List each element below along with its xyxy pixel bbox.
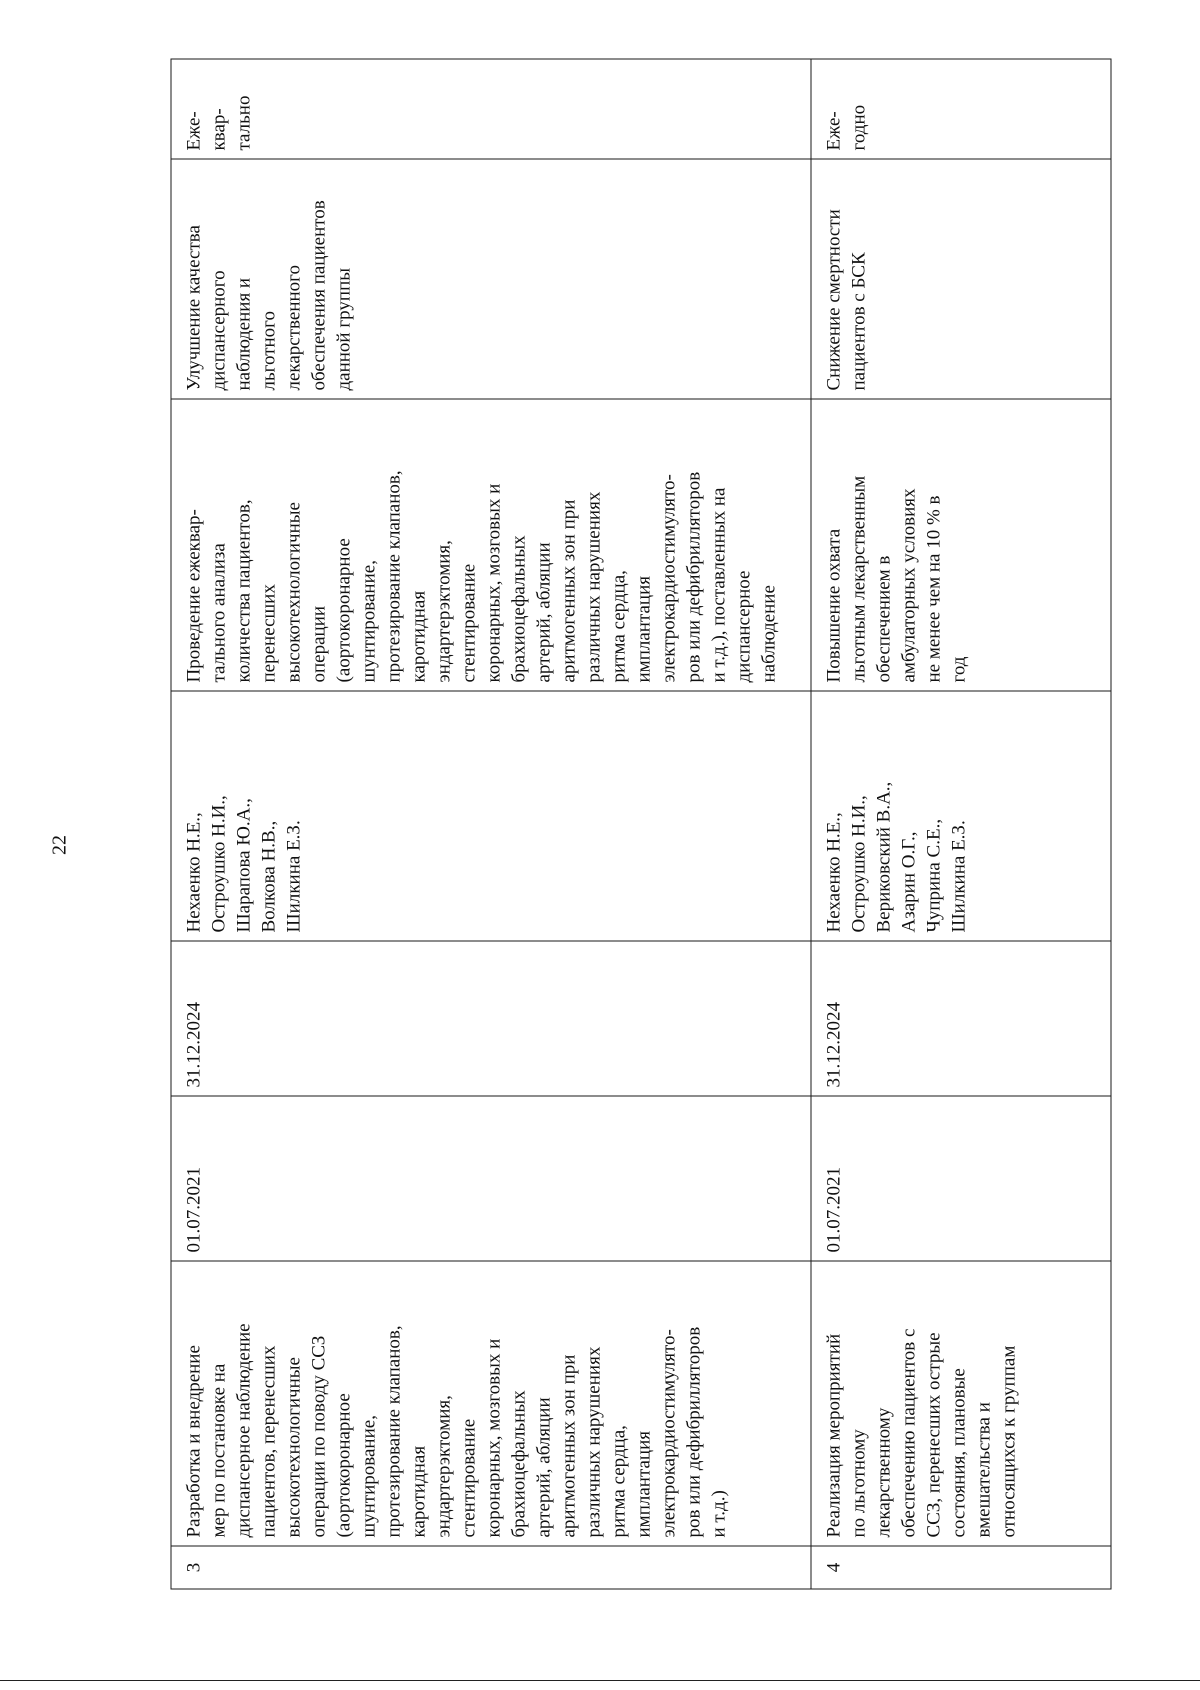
result-cell — [171, 159, 811, 399]
responsible-persons: Нехаенко Н.Е., Остроушко Н.И., Вериковский В.А., Азарин О.Г., Чуприна С.Е., Шилкина Е.З. — [823, 781, 970, 933]
row-number-cell — [811, 1546, 1111, 1589]
row-number: 3 — [183, 1562, 205, 1573]
row-number: 4 — [823, 1562, 845, 1573]
start-date-cell — [171, 1096, 811, 1261]
frequency-cell — [811, 59, 1111, 159]
result-text: Улучшение качества диспансерного наблюдения и льготного лекарственного обеспечения пациентов данной группы — [183, 200, 355, 391]
indicator-cell — [811, 399, 1111, 691]
page-number: 22 — [48, 835, 71, 855]
indicator-cell — [171, 399, 811, 691]
responsible-cell — [171, 691, 811, 941]
bottom-rule — [0, 1680, 1200, 1681]
event-text: Реализация мероприятий по льготному лекарственному обеспечению пациентов с ССЗ, перенесших острые состояния, плановые вмешательства и относящихся к группам — [823, 1328, 1020, 1538]
frequency-text: Еже- квар- тально — [183, 95, 255, 151]
end-date-cell — [171, 941, 811, 1096]
indicator-text: Проведение ежеквар- тального анализа количества пациентов, перенесших высокотехнологичные операции (аортокоронарное шунтирование, протезирование клапанов, каротидная эндартерэктомия, стентирование коронарных, мозговых и брахиоцефальных артерий, абляции аритмогенных зон при различных нарушениях ритма сердца, имплантация электрокардиостимулято- ров или дефибрилляторов и т.д.), поставленных на диспансерное наблюдение — [183, 470, 780, 683]
frequency-cell — [171, 59, 811, 159]
event-cell — [811, 1261, 1111, 1546]
rotated-sheet — [171, 60, 1116, 1590]
action-plan-table — [171, 59, 1112, 1590]
start-date-cell — [811, 1096, 1111, 1261]
end-date-cell — [811, 941, 1111, 1096]
table-row — [171, 59, 811, 1589]
result-text: Снижение смертности пациентов с БСК — [823, 209, 870, 391]
end-date: 31.12.2024 — [823, 1002, 845, 1088]
start-date: 01.07.2021 — [183, 1167, 205, 1253]
result-cell — [811, 159, 1111, 399]
responsible-persons: Нехаенко Н.Е., Остроушко Н.И., Шарапова Ю.А., Волкова Н.В., Шилкина Е.З. — [183, 795, 305, 933]
end-date: 31.12.2024 — [183, 1002, 205, 1088]
responsible-cell — [811, 691, 1111, 941]
start-date: 01.07.2021 — [823, 1167, 845, 1253]
indicator-text: Повышение охвата льготным лекарственным обеспечением в амбулаторных условиях не менее чем на 10 % в год — [823, 475, 970, 683]
row-number-cell — [171, 1546, 811, 1589]
table-row — [811, 59, 1111, 1589]
event-text: Разработка и внедрение мер по постановке на диспансерное наблюдение пациентов, перенесших высокотехнологичные операции по поводу ССЗ (аортокоронарное шунтирование, протезирование клапанов, каротидная эндартерэктомия, стентирование коронарных, мозговых и брахиоцефальных артерий, абляции аритмогенных зон при различных нарушениях ритма сердца, имплантация электрокардиостимулято- ров или дефибрилляторов и т.д.) — [183, 1323, 730, 1538]
event-cell — [171, 1261, 811, 1546]
frequency-text: Еже- годно — [823, 104, 870, 151]
